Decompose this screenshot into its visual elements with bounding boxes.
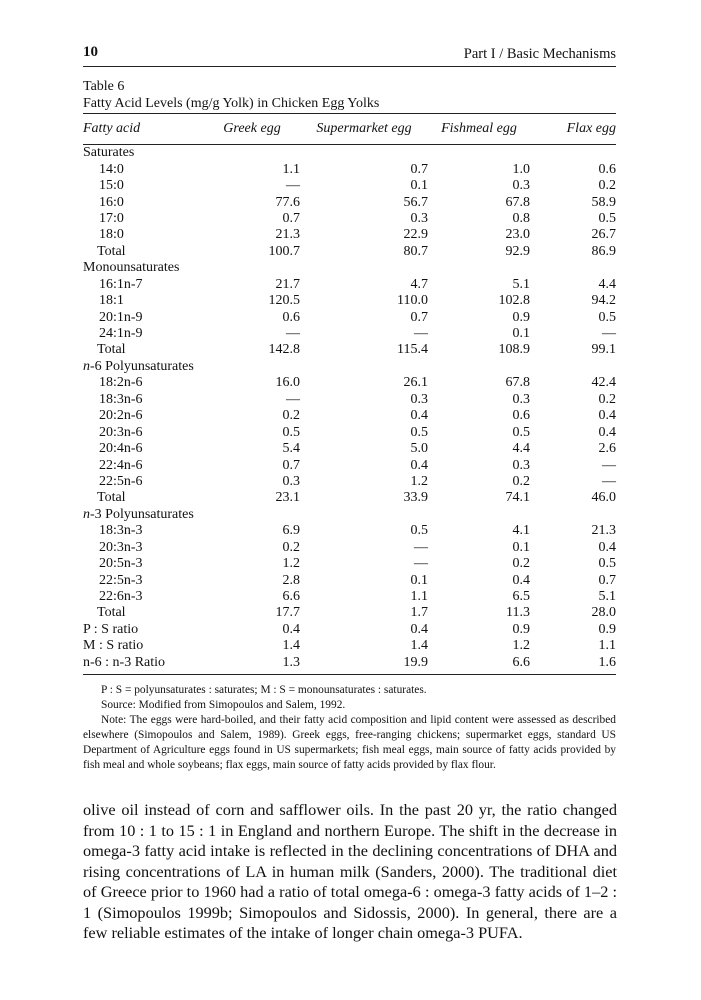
page-number: 10 (83, 44, 98, 60)
table-cell: 23.1 (275, 490, 300, 506)
table-cell: 4.4 (512, 441, 530, 457)
table-cell: 28.0 (591, 605, 616, 621)
table-cell: 2.6 (598, 441, 616, 457)
table-cell: 0.5 (512, 424, 530, 440)
table-cell: — (414, 326, 428, 342)
table-cell: — (602, 326, 616, 342)
table-row (83, 457, 616, 473)
table-cell: 0.1 (410, 178, 428, 194)
table-cell: 1.0 (512, 161, 530, 177)
table-cell: 56.7 (403, 194, 428, 210)
table-row (83, 408, 616, 424)
row-label: Total (97, 342, 126, 358)
table-header-row (83, 114, 616, 145)
table-cell: 46.0 (591, 490, 616, 506)
table-cell: 5.0 (410, 441, 428, 457)
table-cell: 102.8 (498, 293, 530, 309)
row-label: 16:0 (99, 194, 124, 210)
table-cell: 26.1 (403, 375, 428, 391)
row-label: 14:0 (99, 161, 124, 177)
row-label: Total (97, 243, 126, 259)
table-cell: 0.2 (598, 178, 616, 194)
table-row (83, 655, 616, 675)
table-cell: 0.5 (410, 424, 428, 440)
table-cell: 0.3 (410, 210, 428, 226)
table-row (83, 178, 616, 194)
footnote-source: Source: Modified from Simopoulos and Salem, 1992. (101, 699, 346, 711)
table-cell: 6.5 (512, 589, 530, 605)
footnote-abbreviations: P : S = polyunsaturates : saturates; M : S = monounsaturates : saturates. (101, 684, 427, 696)
table-cell: 42.4 (591, 375, 616, 391)
table-cell: 5.1 (512, 276, 530, 292)
table-cell: 16.0 (275, 375, 300, 391)
table-row (83, 277, 616, 293)
table-cell: 0.3 (410, 391, 428, 407)
table-cell: — (602, 457, 616, 473)
table-cell: 0.2 (282, 408, 300, 424)
table-cell: 67.8 (505, 375, 530, 391)
table-row (83, 523, 616, 539)
row-label: 20:3n-6 (99, 424, 143, 440)
table-cell: 0.1 (410, 572, 428, 588)
table-cell: 100.7 (268, 243, 300, 259)
table-cell: 0.6 (598, 161, 616, 177)
footnote-note: Note: The eggs were hard-boiled, and their fatty acid composition and lipid content were assessed as described elsewhere (Simopoulos and Salem, 1989). Greek eggs, free-ranging chickens; supermarket eggs, standard US Department of Agriculture eggs found in US supermarkets; fish meal eggs, main source of fatty acids provided by fish meal and whole soybeans; flax eggs, main source of fatty acids provided by flax flour. (83, 714, 616, 771)
table-cell: 74.1 (505, 490, 530, 506)
table-cell: 0.3 (282, 473, 300, 489)
table-cell: 0.1 (512, 326, 530, 342)
table-cell: 23.0 (505, 227, 530, 243)
table-body (83, 145, 616, 675)
table-group-row (83, 260, 616, 276)
table-cell: 0.7 (282, 210, 300, 226)
row-label: 24:1n-9 (99, 326, 143, 342)
row-label: 20:2n-6 (99, 408, 143, 424)
table-cell: 5.4 (282, 441, 300, 457)
table-cell: 0.2 (512, 473, 530, 489)
row-label: n-6 : n-3 Ratio (83, 655, 204, 675)
table-cell: 94.2 (591, 293, 616, 309)
table-cell: 0.6 (512, 408, 530, 424)
row-label: Total (97, 605, 126, 621)
table-cell: 0.4 (282, 621, 300, 637)
table-cell: 92.9 (505, 243, 530, 259)
body-paragraph: olive oil instead of corn and safflower oils. In the past 20 yr, the ratio changed from 10 : 1 to 15 : 1 in England and northern Europe. The shift in the decrease in omega-3 fatty acid intake is reflected in the declining concentrations of DHA and rising concentrations of LA in human milk (Sanders, 2000). The traditional diet of Greece prior to 1960 had a ratio of total omega-6 : omega-3 fatty acids of 1–2 : 1 (Simopoulos 1999b; Simopoulos and Sidossis, 2000). In general, there are a few reliable estimates of the intake of longer chain omega-3 PUFA. (83, 800, 617, 942)
table-row (83, 589, 616, 605)
table-cell: 110.0 (397, 293, 428, 309)
table-cell: 0.5 (598, 556, 616, 572)
table-row (83, 572, 616, 588)
table-cell: 17.7 (275, 605, 300, 621)
table-row (83, 605, 616, 621)
table-cell: 0.4 (410, 408, 428, 424)
table-cell: 6.6 (428, 655, 530, 675)
group-label: Monounsaturates (83, 260, 180, 276)
table-cell: 2.8 (282, 572, 300, 588)
column-header: Fishmeal egg (428, 114, 530, 145)
table-cell: 108.9 (498, 342, 530, 358)
table-cell: 21.3 (591, 523, 616, 539)
table-cell: 67.8 (505, 194, 530, 210)
group-label: n-6 Polyunsaturates (83, 358, 194, 374)
table-cell: 0.7 (282, 457, 300, 473)
column-header: Supermarket egg (300, 114, 428, 145)
table-cell: 0.4 (410, 457, 428, 473)
table-cell: 6.9 (282, 523, 300, 539)
table-cell: 1.2 (410, 473, 428, 489)
table-label: Table 6 (83, 79, 125, 94)
table-cell: 142.8 (268, 342, 300, 358)
row-label: 22:5n-3 (99, 572, 143, 588)
table-cell: 1.1 (410, 589, 428, 605)
row-label: 16:1n-7 (99, 276, 143, 292)
table-cell: 1.2 (512, 638, 530, 654)
table-row (83, 244, 616, 260)
row-label: 18:1 (99, 293, 124, 309)
table-cell: 1.7 (410, 605, 428, 621)
table-cell: 0.2 (512, 556, 530, 572)
table-row (83, 441, 616, 457)
table-cell: 5.1 (598, 589, 616, 605)
table-row (83, 490, 616, 506)
row-label: 20:5n-3 (99, 556, 143, 572)
table-cell: 0.3 (512, 457, 530, 473)
table-row (83, 556, 616, 572)
group-label: n-3 Polyunsaturates (83, 506, 194, 522)
row-label: P : S ratio (83, 621, 139, 637)
data-table (83, 113, 616, 675)
table-group-row (83, 507, 616, 523)
table-cell: 11.3 (506, 605, 530, 621)
table-cell: 0.4 (410, 621, 428, 637)
table-row (83, 194, 616, 210)
table-cell: 0.6 (282, 309, 300, 325)
table-cell: 0.1 (512, 539, 530, 555)
table-cell: 0.5 (598, 210, 616, 226)
table-cell: — (602, 473, 616, 489)
table-cell: 77.6 (275, 194, 300, 210)
table-cell: 0.7 (410, 161, 428, 177)
row-label: 22:4n-6 (99, 457, 143, 473)
table-cell: 0.7 (598, 572, 616, 588)
row-label: 18:2n-6 (99, 375, 143, 391)
table-cell: 1.1 (282, 161, 300, 177)
running-head: Part I / Basic Mechanisms (463, 46, 616, 62)
table-cell: 4.1 (512, 523, 530, 539)
table-row (83, 622, 616, 638)
table-group-row (83, 359, 616, 375)
row-label: Total (97, 490, 126, 506)
table-cell: 0.5 (598, 309, 616, 325)
table-cell: 0.4 (598, 539, 616, 555)
table-cell: 86.9 (591, 243, 616, 259)
row-label: 20:4n-6 (99, 441, 143, 457)
table-cell: 33.9 (403, 490, 428, 506)
row-label: 20:3n-3 (99, 539, 143, 555)
table-cell: 0.4 (598, 424, 616, 440)
row-label: 17:0 (99, 210, 124, 226)
table-cell: 1.1 (598, 638, 616, 654)
row-label: 18:3n-6 (99, 391, 143, 407)
table-row (83, 326, 616, 342)
table-cell: 19.9 (300, 655, 428, 675)
table-cell: 0.7 (410, 309, 428, 325)
table-cell: 0.3 (512, 391, 530, 407)
table-group-row (83, 145, 616, 162)
table-cell: 0.5 (410, 523, 428, 539)
table-cell: — (286, 326, 300, 342)
table-cell: 80.7 (403, 243, 428, 259)
table-row (83, 474, 616, 490)
row-label: 22:5n-6 (99, 473, 143, 489)
table-cell: — (414, 539, 428, 555)
fatty-acid-table (83, 113, 616, 675)
table-cell: — (286, 391, 300, 407)
row-label: 15:0 (99, 178, 124, 194)
row-label: 20:1n-9 (99, 309, 143, 325)
table-cell: 0.8 (512, 210, 530, 226)
table-cell: 99.1 (591, 342, 616, 358)
table-cell: 0.2 (598, 391, 616, 407)
table-row (83, 424, 616, 440)
table-row (83, 540, 616, 556)
table-cell: 1.3 (204, 655, 300, 675)
table-row (83, 211, 616, 227)
table-cell: 6.6 (282, 589, 300, 605)
table-row (83, 227, 616, 243)
column-header: Fatty acid (83, 114, 204, 145)
table-cell: 0.9 (512, 309, 530, 325)
table-cell: 0.5 (282, 424, 300, 440)
table-row (83, 638, 616, 654)
row-label: M : S ratio (83, 638, 144, 654)
table-cell: — (286, 178, 300, 194)
table-cell: 22.9 (403, 227, 428, 243)
row-label: 18:3n-3 (99, 523, 143, 539)
group-label: Saturates (83, 145, 135, 161)
table-cell: 1.2 (282, 556, 300, 572)
table-cell: 1.4 (410, 638, 428, 654)
table-cell: 0.9 (598, 621, 616, 637)
table-cell: 0.9 (512, 621, 530, 637)
column-header: Greek egg (204, 114, 300, 145)
table-cell: 1.6 (530, 655, 616, 675)
row-label: 18:0 (99, 227, 124, 243)
column-header: Flax egg (530, 114, 616, 145)
table-row (83, 161, 616, 177)
table-row (83, 293, 616, 309)
table-cell: 115.4 (397, 342, 428, 358)
row-label: 22:6n-3 (99, 589, 143, 605)
table-row (83, 375, 616, 391)
table-cell: 0.4 (598, 408, 616, 424)
table-cell: 4.4 (598, 276, 616, 292)
table-cell: 0.4 (512, 572, 530, 588)
table-row (83, 309, 616, 325)
table-notes (83, 683, 616, 773)
table-cell: 4.7 (410, 276, 428, 292)
table-cell: 0.3 (512, 178, 530, 194)
table-row (83, 342, 616, 358)
page-header (83, 44, 616, 67)
table-row (83, 392, 616, 408)
table-title: Fatty Acid Levels (mg/g Yolk) in Chicken Egg Yolks (83, 96, 380, 111)
table-cell: 21.7 (275, 276, 300, 292)
table-cell: 1.4 (282, 638, 300, 654)
table-cell: 21.3 (275, 227, 300, 243)
table-cell: 58.9 (591, 194, 616, 210)
table-cell: 120.5 (268, 293, 300, 309)
table-caption (83, 78, 379, 112)
table-cell: 26.7 (591, 227, 616, 243)
table-cell: — (414, 556, 428, 572)
table-cell: 0.2 (282, 539, 300, 555)
